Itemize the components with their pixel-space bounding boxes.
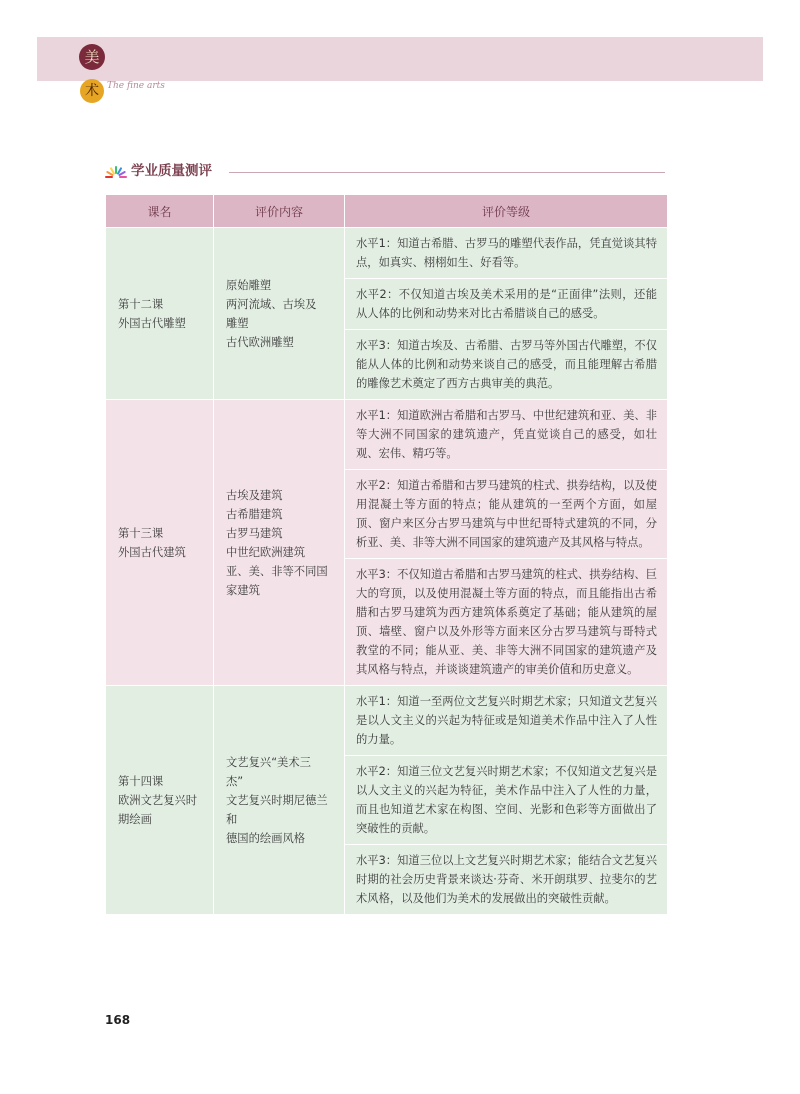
header-course: 课名 <box>106 195 214 228</box>
level-cell: 水平3：知道三位以上文艺复兴时期艺术家；能结合文艺复兴时期的社会历史背景来谈达·芬奇、米开朗琪罗、拉斐尔的艺术风格，以及他们为美术的发展做出的突破性贡献。 <box>345 845 668 915</box>
color-fan-icon <box>105 164 127 178</box>
level-cell: 水平2：知道三位文艺复兴时期艺术家；不仅知道文艺复兴是以人文主义的兴起为特征，美术作品中注入了人性的力量，而且也知道艺术家在构图、空间、光影和色彩等方面做出了突破性的贡献。 <box>345 756 668 845</box>
lesson-12-group <box>106 228 668 400</box>
lesson-13-group <box>106 400 668 686</box>
lesson-14-group <box>106 686 668 915</box>
level-cell: 水平1：知道欧洲古希腊和古罗马、中世纪建筑和亚、美、非等大洲不同国家的建筑遗产，凭直觉谈自己的感受，如壮观、宏伟、精巧等。 <box>345 400 668 470</box>
table-row <box>106 400 668 470</box>
header-content: 评价内容 <box>214 195 345 228</box>
assessment-table <box>105 194 668 915</box>
content-cell: 文艺复兴“美术三 杰” 文艺复兴时期尼德兰和 德国的绘画风格 <box>214 686 345 915</box>
fan-ray <box>107 172 112 175</box>
header-level: 评价等级 <box>345 195 668 228</box>
section-title: 学业质量测评 <box>131 163 212 179</box>
level-cell: 水平3：不仅知道古希腊和古罗马建筑的柱式、拱券结构、巨大的穹顶，以及使用混凝土等方面的特点，而且能指出古希腊和古罗马建筑为西方建筑体系奠定了基础；能从建筑的屋顶、墙壁、窗户以及外形等方面来区分古罗马建筑与哥特式教堂的不同；能从亚、美、非等大洲不同国家的建筑遗产及其风格与特点，并谈谈建筑遗产的审美价值和历史意义。 <box>345 559 668 686</box>
level-cell: 水平1：知道一至两位文艺复兴时期艺术家；只知道文艺复兴是以人文主义的兴起为特征或是知道美术作品中注入了人性的力量。 <box>345 686 668 756</box>
level-cell: 水平2：不仅知道古埃及美术采用的是“正面律”法则，还能从人体的比例和动势来对比古希腊谈自己的感受。 <box>345 279 668 330</box>
course-cell: 第十四课 欧洲文艺复兴时 期绘画 <box>106 686 214 915</box>
table-row <box>106 228 668 279</box>
content-cell: 原始雕塑 两河流域、古埃及 雕塑 古代欧洲雕塑 <box>214 228 345 400</box>
fan-ray <box>111 168 114 173</box>
level-cell: 水平2：知道古希腊和古罗马建筑的柱式、拱券结构，以及使用混凝土等方面的特点；能从建筑的一至两个方面，如屋顶、窗户来区分古罗马建筑与中世纪哥特式建筑的不同，分析亚、美、非等大洲不同国家的建筑遗产及其风格与特点。 <box>345 470 668 559</box>
course-cell: 第十三课 外国古代建筑 <box>106 400 214 686</box>
level-cell: 水平1：知道古希腊、古罗马的雕塑代表作品，凭直觉谈其特点，如真实、栩栩如生、好看等。 <box>345 228 668 279</box>
section-heading <box>105 162 665 182</box>
logo-seal-top: 美 <box>79 44 105 70</box>
content-cell: 古埃及建筑 古希腊建筑 古罗马建筑 中世纪欧洲建筑 亚、美、非等不同国 家建筑 <box>214 400 345 686</box>
course-cell: 第十二课 外国古代雕塑 <box>106 228 214 400</box>
table-header-row <box>106 195 668 228</box>
section-title-rule <box>229 172 665 173</box>
fan-ray <box>118 168 121 173</box>
table-row <box>106 686 668 756</box>
logo-seal-bottom: 术 <box>80 79 104 103</box>
page-number: 168 <box>105 1013 131 1027</box>
fan-ray <box>119 172 124 175</box>
header-band <box>37 37 763 81</box>
book-subtitle: The fine arts <box>107 81 165 91</box>
level-cell: 水平3：知道古埃及、古希腊、古罗马等外国古代雕塑，不仅能从人体的比例和动势来谈自己的感受，而且能理解古希腊的雕像艺术奠定了西方古典审美的典范。 <box>345 330 668 400</box>
